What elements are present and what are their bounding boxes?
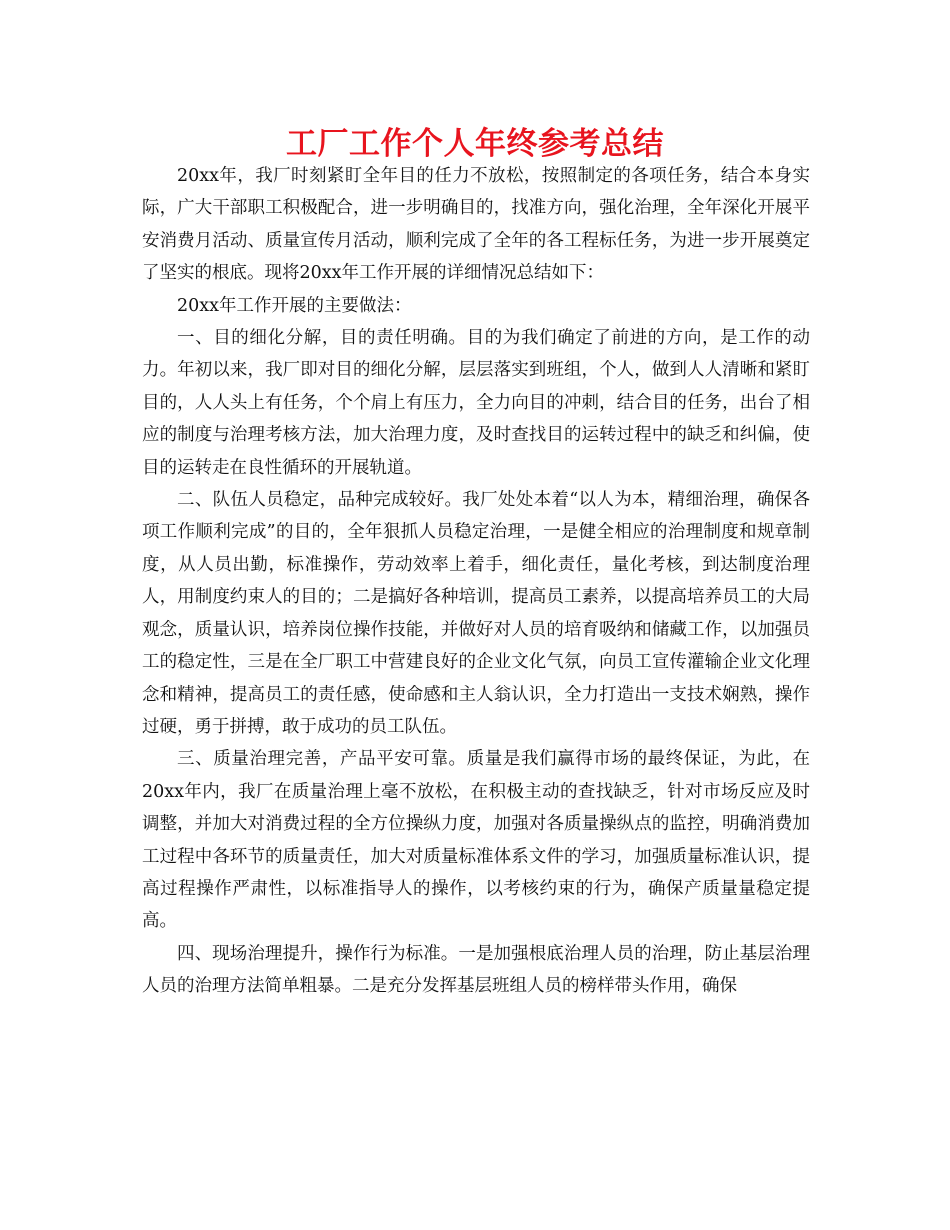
paragraph-main-methods-heading: 20xx年工作开展的主要做法：: [177, 295, 412, 316]
document-title: 工厂工作个人年终参考总结: [286, 126, 664, 162]
document-body: [142, 160, 810, 1003]
paragraph-section-1: 一、目的细化分解，目的责任明确。目的为我们确定了前进的方向，是工作的动力。年初以来，我厂即对目的细化分解，层层落实到班组，个人，做到人人清晰和紧盯目的，人人头上有任务，个个肩上有压力，全力向目的冲刺，结合目的任务，出台了相应的制度与治理考核方法，加大治理力度，及时查找目的运转过程中的缺乏和纠偏，使目的运转走在良性循环的开展轨道。: [142, 328, 810, 478]
paragraph-section-2: 二、队伍人员稳定，品种完成较好。我厂处处本着“以人为本，精细治理，确保各项工作顺利完成”的目的，全年狠抓人员稳定治理，一是健全相应的治理制度和规章制度，从人员出勤，标准操作，劳动效率上着手，细化责任，量化考核，到达制度治理人，用制度约束人的目的；二是搞好各种培训，提高员工素养，以提高培养员工的大局观念，质量认识，培养岗位操作技能，并做好对人员的培育吸纳和储藏工作，以加强员工的稳定性，三是在全厂职工中营建良好的企业文化气氛，向员工宣传灌输企业文化理念和精神，提高员工的责任感，使命感和主人翁认识，全力打造出一支技术娴熟，操作过硬，勇于拼搏，敢于成功的员工队伍。: [142, 490, 810, 737]
paragraph-section-4: 四、现场治理提升，操作行为标准。一是加强根底治理人员的治理，防止基层治理人员的治理方法简单粗暴。二是充分发挥基层班组人员的榜样带头作用，确保: [142, 943, 810, 997]
paragraph-section-3: 三、质量治理完善，产品平安可靠。质量是我们赢得市场的最终保证，为此，在20xx年内，我厂在质量治理上毫不放松，在积极主动的查找缺乏，针对市场反应及时调整，并加大对消费过程的全方位操纵力度，加强对各质量操纵点的监控，明确消费加工过程中各环节的质量责任，加大对质量标准体系文件的学习，加强质量标准认识，提高过程操作严肃性，以标准指导人的操作，以考核约束的行为，确保产质量量稳定提高。: [142, 749, 810, 932]
paragraph-intro: 20xx年，我厂时刻紧盯全年目的任力不放松，按照制定的各项任务，结合本身实际，广大干部职工积极配合，进一步明确目的，找准方向，强化治理，全年深化开展平安消费月活动、质量宣传月活动，顺利完成了全年的各工程标任务，为进一步开展奠定了坚实的根底。现将20xx年工作开展的详细情况总结如下：: [142, 166, 810, 284]
